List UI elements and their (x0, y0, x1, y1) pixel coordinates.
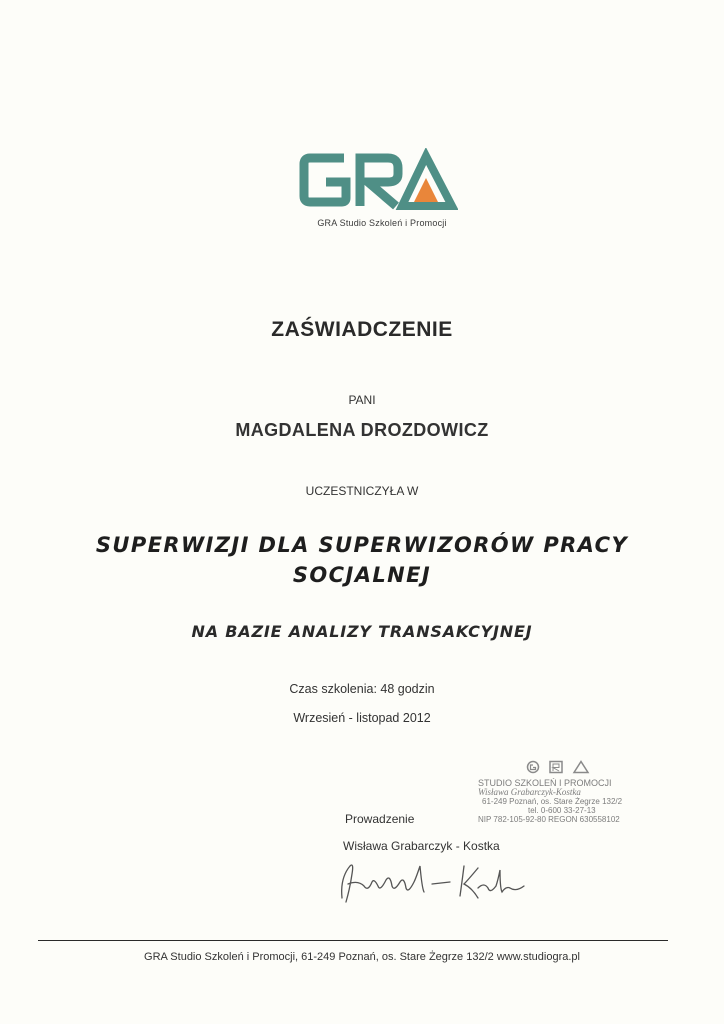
stamp-logo-icon (526, 760, 596, 774)
signatory-label: Prowadzenie (345, 812, 415, 826)
footer-address: GRA Studio Szkoleń i Promocji, 61-249 Poznań, os. Stare Żegrze 132/2 www.studiogra.pl (144, 951, 580, 963)
course-title-line2: SOCJALNEJ (292, 563, 432, 587)
participated-label: UCZESTNICZYŁA W (305, 484, 419, 498)
course-title (0, 530, 724, 590)
stamp-line3: 61-249 Poznań, os. Stare Żegrze 132/2 (482, 797, 623, 806)
recipient-name: MAGDALENA DROZDOWICZ (235, 420, 489, 440)
handwritten-signature (328, 858, 548, 904)
footer-divider (38, 940, 668, 941)
salutation: PANI (348, 393, 376, 407)
certificate-title: ZAŚWIADCZENIE (271, 318, 453, 341)
course-title-line1: SUPERWIZJI DLA SUPERWIZORÓW PRACY (95, 533, 629, 557)
stamp-line5: NIP 782-105-92-80 REGON 630558102 (478, 815, 620, 824)
training-hours: Czas szkolenia: 48 godzin (289, 682, 435, 696)
stamp-line1: STUDIO SZKOLEŃ I PROMOCJI (478, 778, 612, 788)
stamp-line4: tel. 0-600 33-27-13 (528, 806, 596, 815)
company-stamp (478, 760, 668, 830)
training-dates: Wrzesień - listopad 2012 (293, 711, 431, 725)
gra-logo (298, 148, 458, 212)
signatory-name: Wisława Grabarczyk - Kostka (343, 839, 500, 853)
course-subtitle: NA BAZIE ANALIZY TRANSAKCYJNEJ (191, 622, 533, 641)
stamp-line2: Wisława Grabarczyk-Kostka (478, 787, 581, 797)
logo-subtitle: GRA Studio Szkoleń i Promocji (317, 218, 447, 228)
